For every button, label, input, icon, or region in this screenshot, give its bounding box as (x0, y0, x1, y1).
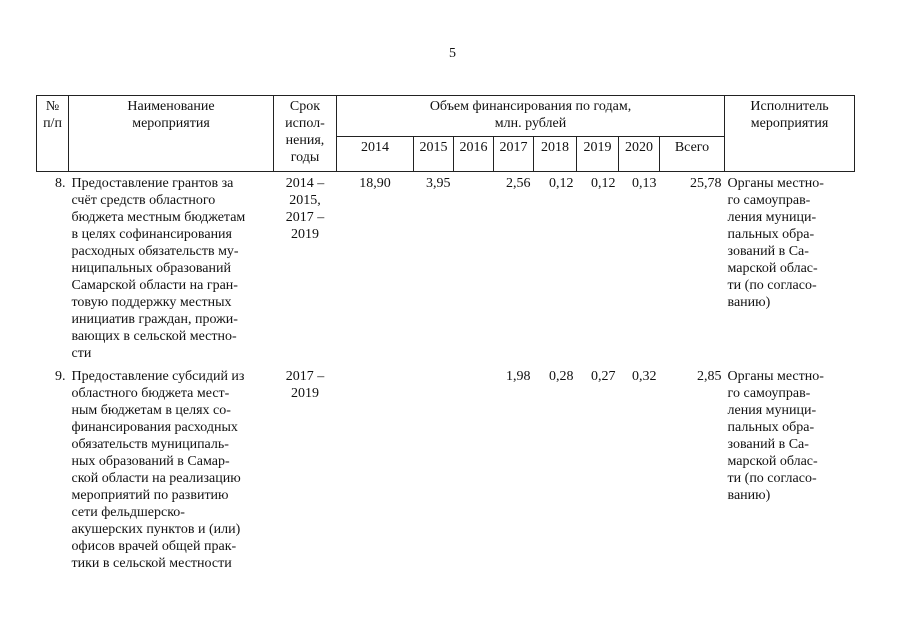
value-2017: 2,56 (506, 176, 531, 191)
value-2014: 18,90 (359, 176, 391, 191)
value-2019: 0,27 (591, 369, 616, 384)
value-2014 (337, 362, 414, 578)
value-2017: 1,98 (506, 369, 531, 384)
value-2018: 0,12 (549, 176, 574, 191)
header-year-2017: 2017 (494, 137, 534, 172)
funding-table (36, 95, 855, 578)
row-term: 2014 – 2015, 2017 – 2019 (285, 176, 325, 242)
row-name: Предоставление субсидий из областного бюджета мест- ным бюджетам в целях со- финансирования расходных обязательств муниципаль- ных образований в Самар- ской области на реализацию мероприятий по развитию сети фельдшерско- акушерских пунктов и (или) офисов врачей общей прак- тики в сельской местности (71, 369, 245, 571)
row-name: Предоставление грантов за счёт средств областного бюджета местным бюджетам в целях софинансирования расходных обязательств му- ниципальных образований Самарской области на гран- товую поддержку местных инициатив граждан, прожи- вающих в сельской местно- сти (71, 176, 246, 361)
header-total: Всего (660, 137, 725, 172)
value-2020: 0,13 (632, 176, 657, 191)
header-year-2016: 2016 (454, 137, 494, 172)
header-year-2015: 2015 (414, 137, 454, 172)
header-term: Срок испол- нения, годы (274, 96, 337, 172)
header-row-1 (37, 96, 855, 137)
value-total: 2,85 (697, 369, 722, 384)
row-num: 8. (55, 176, 66, 191)
header-num: № п/п (37, 96, 69, 172)
row-executor: Органы местно- го самоуправ- ления муници- пальных обра- зований в Са- марской облас- ти (по согласо- ванию) (727, 369, 824, 503)
value-2020: 0,32 (632, 369, 657, 384)
value-2019: 0,12 (591, 176, 616, 191)
table-row (37, 362, 855, 578)
header-name: Наименование мероприятия (69, 96, 274, 172)
value-2018: 0,28 (549, 369, 574, 384)
page-number: 5 (449, 46, 456, 61)
header-year-2019: 2019 (577, 137, 619, 172)
header-executor: Исполнитель мероприятия (725, 96, 855, 172)
value-2016 (454, 172, 494, 363)
value-2015 (414, 362, 454, 578)
value-2016 (454, 362, 494, 578)
table-row (37, 172, 855, 363)
value-2015: 3,95 (426, 176, 451, 191)
header-year-2020: 2020 (619, 137, 660, 172)
value-total: 25,78 (690, 176, 722, 191)
row-term: 2017 – 2019 (285, 369, 325, 401)
row-num: 9. (55, 369, 66, 384)
header-funding: Объем финансирования по годам, млн. рублей (337, 96, 725, 137)
header-year-2014: 2014 (337, 137, 414, 172)
row-executor: Органы местно- го самоуправ- ления муници- пальных обра- зований в Са- марской облас- ти (по согласо- ванию) (727, 176, 824, 310)
header-year-2018: 2018 (534, 137, 577, 172)
